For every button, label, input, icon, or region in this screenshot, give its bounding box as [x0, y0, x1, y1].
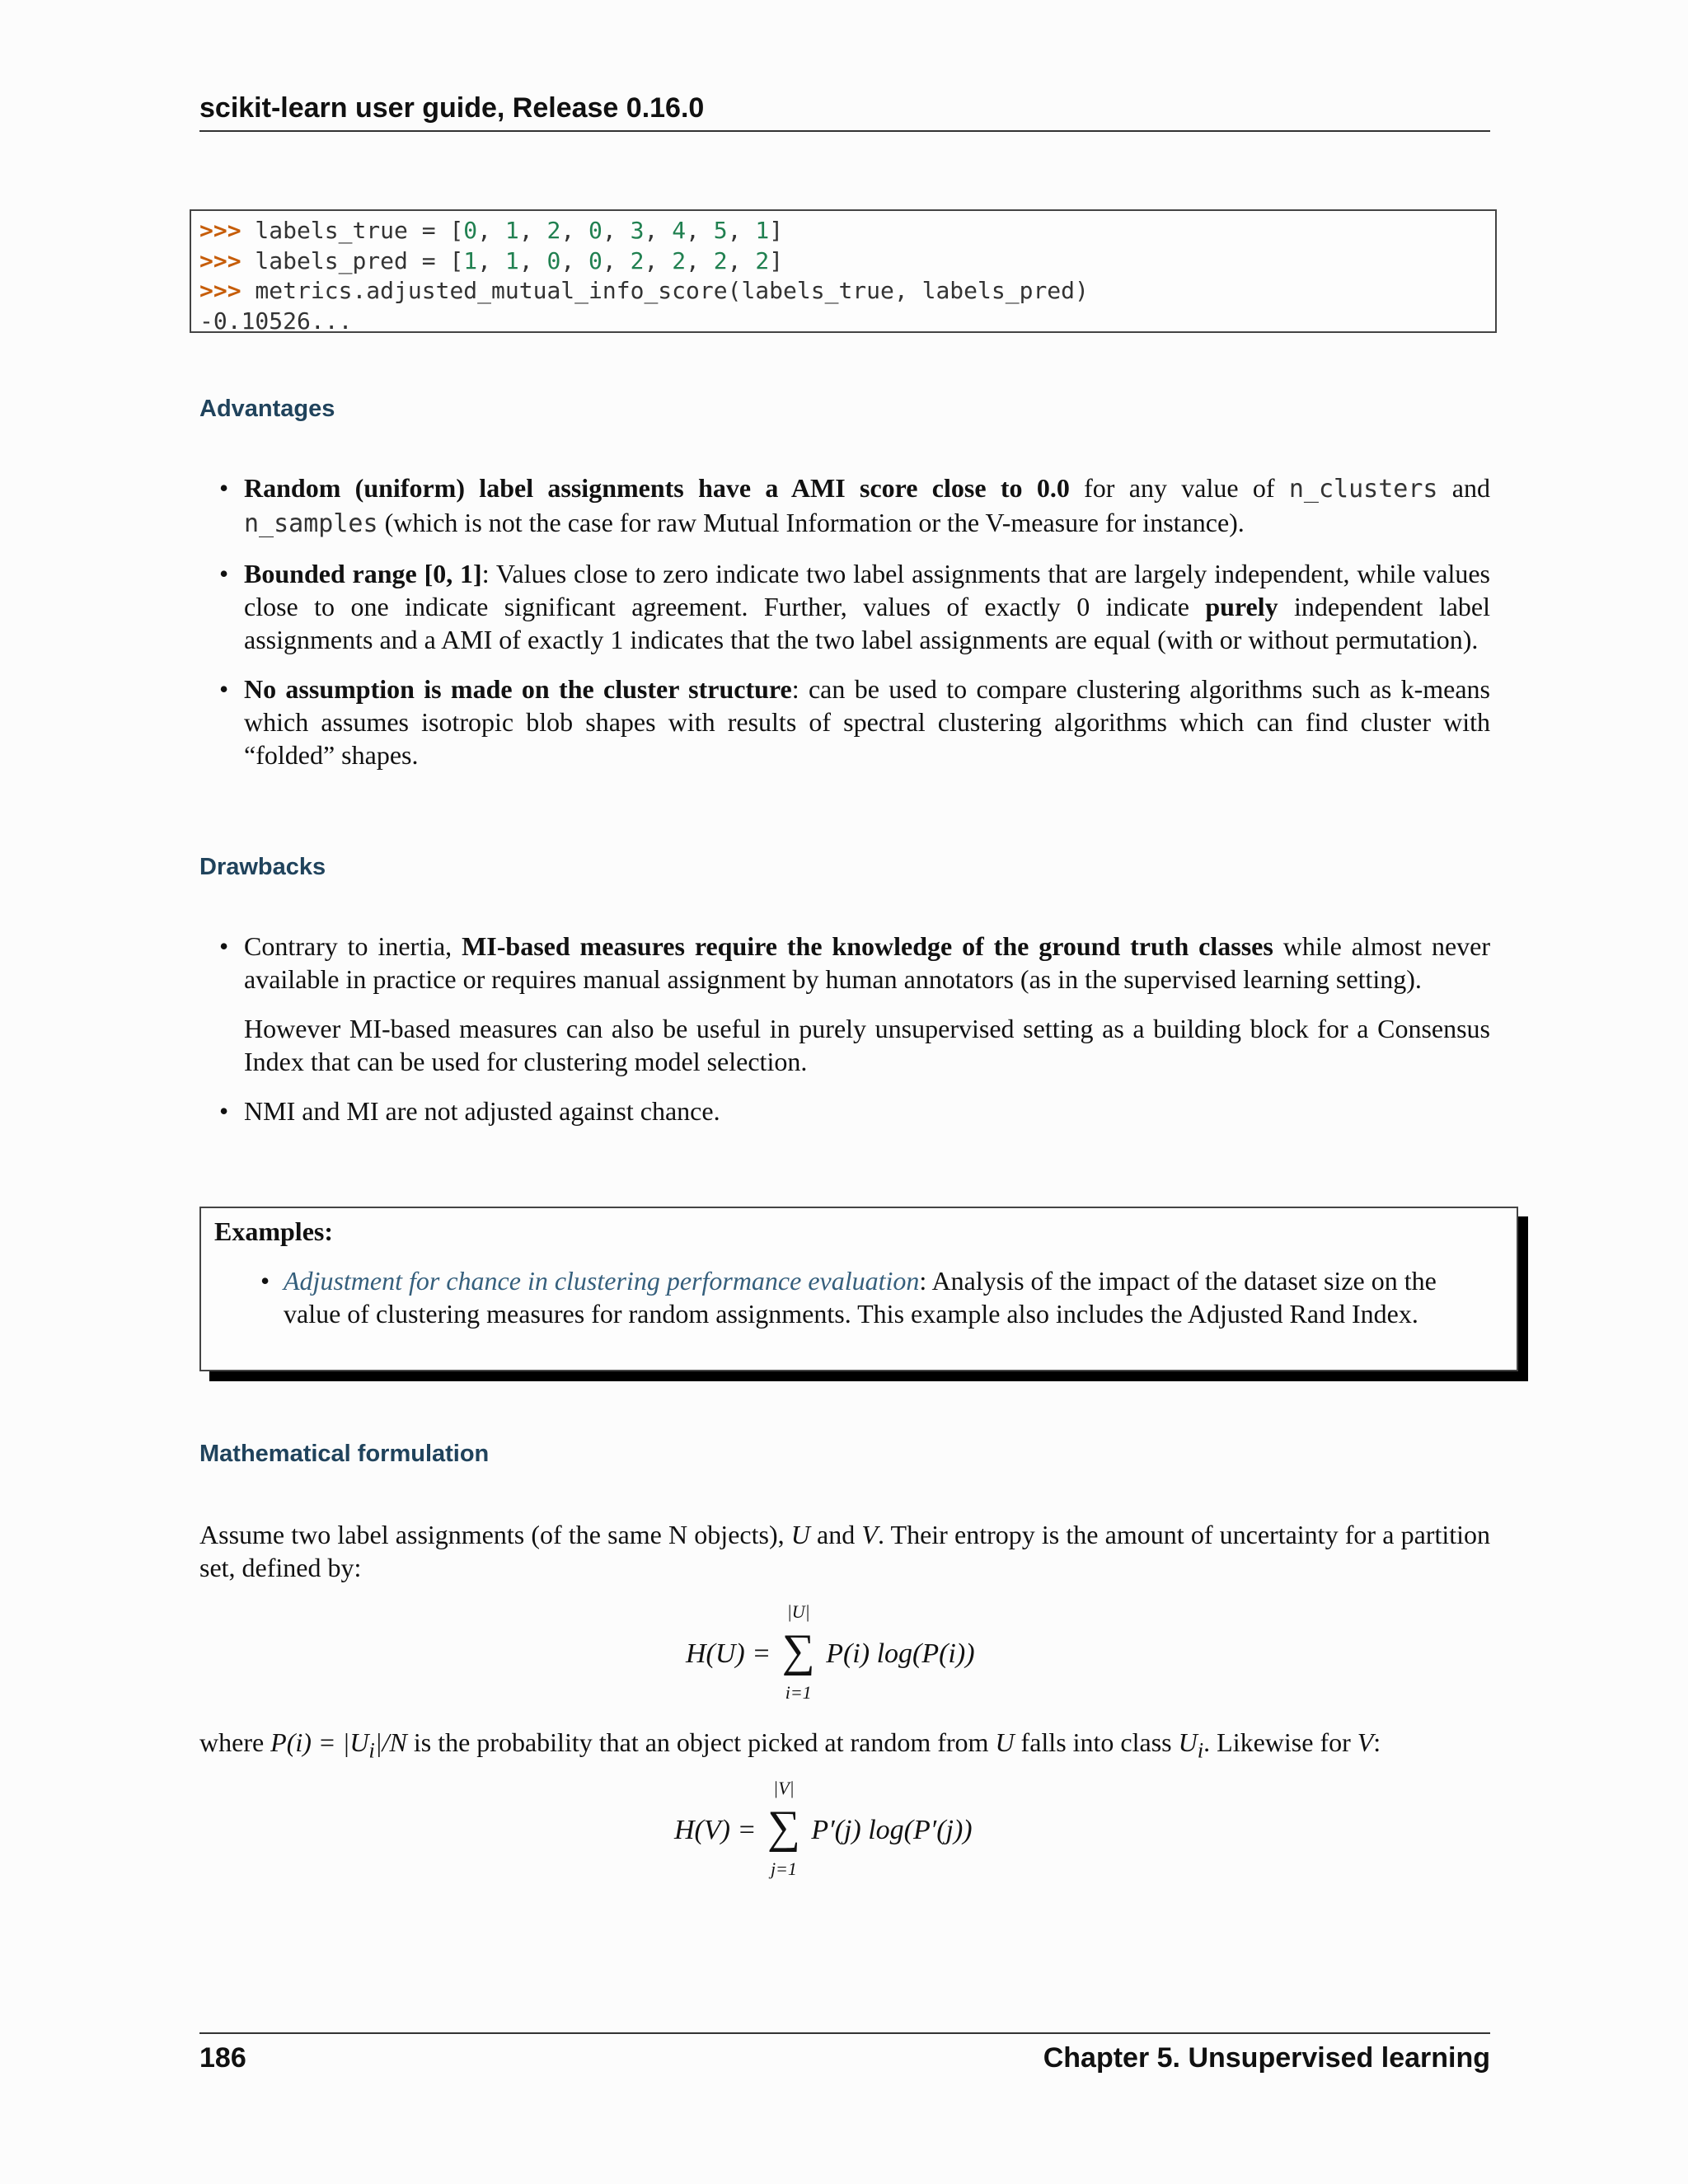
list-item: • No assumption is made on the cluster structure: can be used to compare clustering algorithms such as k-means which assumes isotropic blob shapes with results of spectral clustering algorithms which can find cluster with “folded” shapes.: [244, 673, 1490, 771]
math-paragraph-2: where $P(i) = |U_i|/N$ is the probability that an object picked at random from U falls into class $U_i$. Likewise for V:: [199, 1727, 1381, 1763]
list-item: • Bounded range [0, 1]: Values close to zero indicate two label assignments that are largely independent, while values close to one indicate significant agreement. Further, values of exactly 0 indicate purely independent label assignments and a AMI of exactly 1 indicates that the two label assignments are equal (with or without permutation).: [244, 557, 1490, 656]
advantages-heading: Advantages: [199, 396, 335, 422]
code-line-1: >>> labels_true = [0, 1, 2, 0, 3, 4, 5, 1]: [199, 217, 784, 244]
sum-symbol: |U| ∑ i=1: [781, 1601, 815, 1704]
list-item: • Random (uniform) label assignments have a AMI score close to 0.0 for any value of n_clusters and n_samples (which is not the case for raw Mutual Information or the V-measure for instance).: [244, 471, 1490, 541]
code-line-2: >>> labels_pred = [1, 1, 0, 0, 2, 2, 2, 2]: [199, 246, 784, 274]
math-paragraph-1: Assume two label assignments (of the same N objects), U and V. Their entropy is the amount of uncertainty for a partition set, defined by:: [199, 1520, 1491, 1582]
examples-list: [284, 1264, 1437, 1330]
header-rule: [199, 130, 1490, 132]
code-output: -0.10526...: [199, 307, 353, 335]
equation-entropy-v: H(V) = |V| ∑ j=1 P′(j) log(P′(j)): [674, 1778, 973, 1880]
list-item: • Adjustment for chance in clustering performance evaluation: Analysis of the impact of the dataset size on the value of clustering measures for random assignments. This example also includes the Adjusted Rand Index.: [284, 1264, 1437, 1330]
advantages-list: [244, 471, 1490, 788]
examples-box: [199, 1207, 1518, 1371]
code-block: [190, 209, 1497, 333]
page-number: 186: [199, 2042, 246, 2074]
example-link[interactable]: Adjustment for chance in clustering performance evaluation: [284, 1266, 920, 1296]
chapter-title: Chapter 5. Unsupervised learning: [1043, 2042, 1490, 2074]
equation-entropy-u: H(U) = |U| ∑ i=1 P(i) log(P(i)): [686, 1601, 975, 1704]
examples-title: Examples:: [214, 1216, 333, 1246]
drawbacks-list: [244, 930, 1490, 1144]
list-item: • NMI and MI are not adjusted against chance.: [244, 1094, 1490, 1127]
math-heading: Mathematical formulation: [199, 1441, 490, 1467]
sum-symbol: |V| ∑ j=1: [767, 1778, 800, 1880]
list-item: • Contrary to inertia, MI-based measures require the knowledge of the ground truth classes while almost never available in practice or requires manual assignment by human annotators (as in the supervised learning setting). However MI-based measures can also be useful in purely unsupervised setting as a building block for a Consensus Index that can be used for clustering model selection.: [244, 930, 1490, 1078]
code-line-3: >>> metrics.adjusted_mutual_info_score(labels_true, labels_pred): [199, 277, 1089, 304]
drawbacks-heading: Drawbacks: [199, 854, 326, 880]
footer-rule: [199, 2032, 1490, 2034]
running-head: scikit-learn user guide, Release 0.16.0: [199, 92, 705, 124]
